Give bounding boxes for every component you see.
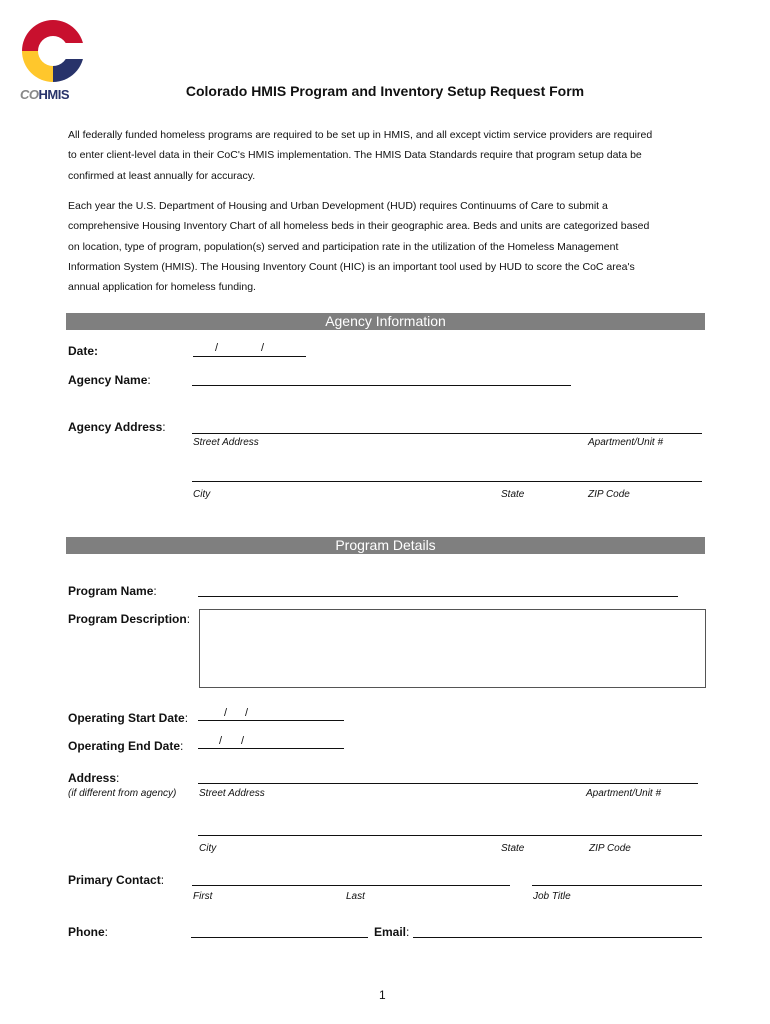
date-separator: / bbox=[245, 707, 249, 719]
street-address-caption: Street Address bbox=[199, 788, 265, 799]
operating-start-date-label: Operating Start Date: bbox=[68, 711, 189, 725]
agency-information-header: Agency Information bbox=[66, 313, 705, 330]
job-title-caption: Job Title bbox=[533, 891, 571, 902]
street-address-caption: Street Address bbox=[193, 437, 259, 448]
email-label: Email: bbox=[374, 925, 410, 939]
date-separator: / bbox=[261, 342, 265, 354]
apartment-unit-caption: Apartment/Unit # bbox=[586, 788, 662, 799]
email-field[interactable] bbox=[413, 937, 702, 938]
paragraph-line: All federally funded homeless programs are required to be set up in HMIS, and all except victim service providers are required bbox=[68, 129, 653, 141]
address-note: (if different from agency) bbox=[68, 788, 177, 799]
phone-label: Phone: bbox=[68, 925, 109, 939]
zip-code-caption: ZIP Code bbox=[588, 489, 630, 500]
city-caption: City bbox=[193, 489, 211, 500]
date-field[interactable] bbox=[193, 356, 306, 357]
date-separator: / bbox=[219, 735, 223, 747]
date-label: Date: bbox=[68, 344, 99, 358]
operating-start-date-field[interactable] bbox=[198, 720, 344, 721]
date-separator: / bbox=[224, 707, 228, 719]
program-description-label: Program Description: bbox=[68, 612, 191, 626]
program-address-label: Address: bbox=[68, 771, 120, 785]
agency-name-label: Agency Name: bbox=[68, 373, 151, 387]
program-details-header: Program Details bbox=[66, 537, 705, 554]
date-separator: / bbox=[215, 342, 219, 354]
paragraph-line: Each year the U.S. Department of Housing and Urban Development (HUD) requires Continuums of Care to submit a bbox=[68, 200, 608, 212]
logo-hmis-text: HMIS bbox=[38, 87, 69, 102]
primary-contact-label: Primary Contact: bbox=[68, 873, 165, 887]
state-caption: State bbox=[501, 843, 525, 854]
city-caption: City bbox=[199, 843, 217, 854]
paragraph-line: comprehensive Housing Inventory Chart of all homeless beds in their geographic area. Beds and units are categorized based bbox=[68, 220, 650, 233]
logo-c-mark bbox=[18, 16, 88, 86]
agency-address-label: Agency Address: bbox=[68, 420, 166, 434]
operating-end-date-field[interactable] bbox=[198, 748, 344, 749]
program-name-label: Program Name: bbox=[68, 584, 157, 598]
paragraph-line: Information System (HMIS). The Housing Inventory Count (HIC) is an important tool used by HUD to score the CoC area's bbox=[68, 260, 635, 273]
date-separator: / bbox=[241, 735, 245, 747]
contact-name-field[interactable] bbox=[192, 885, 510, 886]
paragraph-line: annual application for homeless funding. bbox=[68, 281, 256, 294]
agency-street-field[interactable] bbox=[192, 433, 702, 434]
program-street-field[interactable] bbox=[198, 783, 698, 784]
zip-code-caption: ZIP Code bbox=[589, 843, 631, 854]
paragraph-line: on location, type of program, population(s) served and participation rate in the utilization of the Homeless Management bbox=[68, 240, 619, 253]
agency-name-field[interactable] bbox=[192, 385, 571, 386]
operating-end-date-label: Operating End Date: bbox=[68, 739, 184, 753]
apartment-unit-caption: Apartment/Unit # bbox=[588, 437, 664, 448]
intro-paragraph-1 bbox=[68, 125, 708, 186]
first-name-caption: First bbox=[193, 891, 213, 902]
page-title: Colorado HMIS Program and Inventory Setup Request Form bbox=[185, 83, 585, 99]
paragraph-line: to enter client-level data in their CoC's HMIS implementation. The HMIS Data Standards require that program setup data be bbox=[68, 149, 642, 162]
state-caption: State bbox=[501, 489, 525, 500]
paragraph-line: confirmed at least annually for accuracy. bbox=[68, 169, 256, 182]
program-name-field[interactable] bbox=[198, 596, 678, 597]
intro-paragraph-2 bbox=[68, 196, 708, 297]
page-number: 1 bbox=[379, 988, 386, 1002]
contact-job-title-field[interactable] bbox=[532, 885, 702, 886]
phone-field[interactable] bbox=[191, 937, 368, 938]
program-description-textarea[interactable] bbox=[199, 609, 706, 688]
program-city-state-zip-field[interactable] bbox=[198, 835, 702, 836]
logo-co-text: CO bbox=[20, 87, 39, 102]
agency-city-state-zip-field[interactable] bbox=[192, 481, 702, 482]
last-name-caption: Last bbox=[346, 891, 365, 902]
